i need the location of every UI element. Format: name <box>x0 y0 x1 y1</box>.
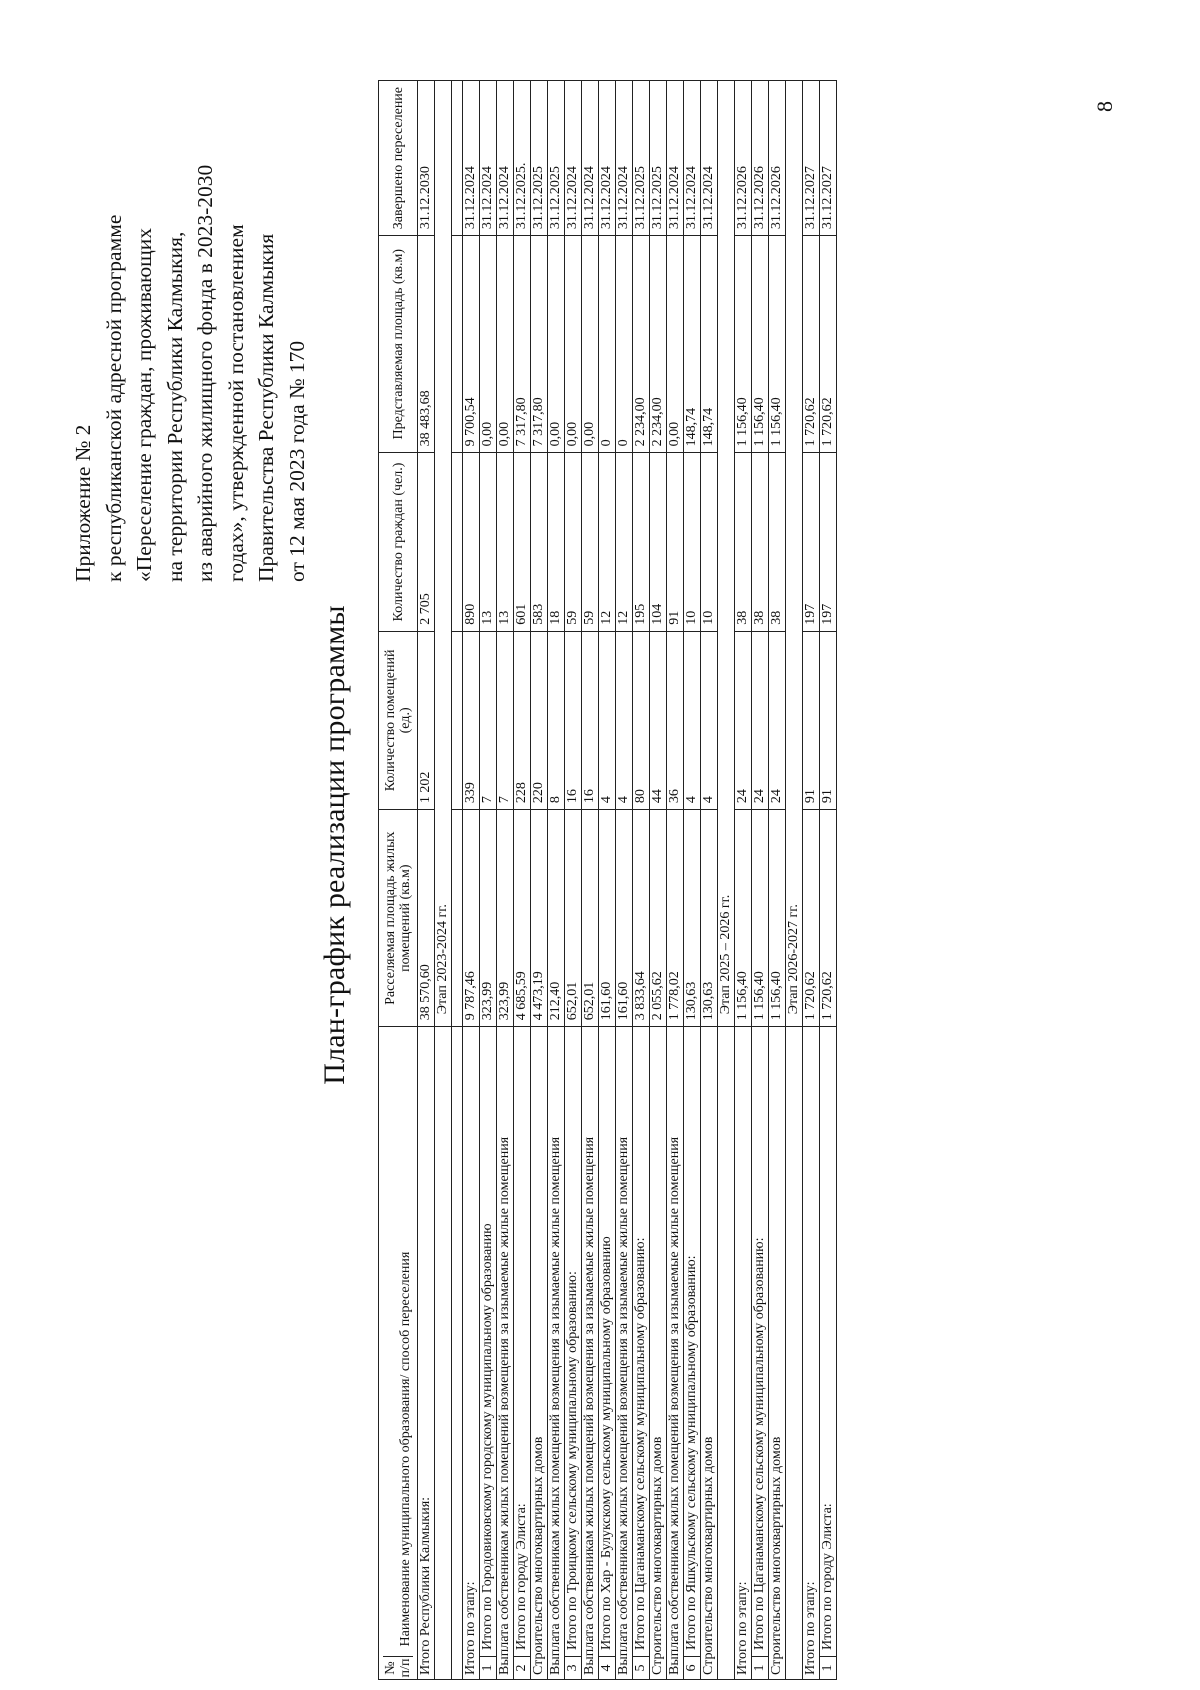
cell-people: 197 <box>820 453 837 631</box>
row-name: Итого по Городовиковскому городскому муниципальному образованию <box>480 1223 495 1650</box>
cell-done: 31.12.2024 <box>616 81 633 236</box>
row-name: Итого по этапу: <box>803 1581 818 1675</box>
row-name: Итого по Яшкульскому сельскому муниципальному образованию: <box>684 1255 699 1650</box>
cell-provided: 1 156,40 <box>752 236 769 453</box>
empty-cell <box>452 1027 463 1680</box>
cell-area: 38 570,60 <box>418 810 435 1027</box>
cell-area: 9 787,46 <box>463 810 480 1027</box>
row-name: Строительство многоквартирных домов <box>701 1436 716 1675</box>
cell-provided: 148,74 <box>701 236 718 453</box>
row-name: Выплата собственникам жилых помещений возмещения за изымаемые жилые помещения <box>548 1136 563 1675</box>
cell-units: 91 <box>803 631 820 809</box>
row-name-cell <box>769 1027 786 1680</box>
cell-provided: 7 317,80 <box>514 236 531 453</box>
cell-units: 220 <box>531 631 548 809</box>
cell-area: 323,99 <box>497 810 514 1027</box>
cell-people: 13 <box>480 453 497 631</box>
cell-done: 31.12.2024 <box>497 81 514 236</box>
cell-people: 10 <box>701 453 718 631</box>
cell-people: 18 <box>548 453 565 631</box>
cell-units: 4 <box>684 631 701 809</box>
appendix-line: из аварийного жилищного фонда в 2023-2030 <box>193 164 217 582</box>
cell-provided: 9 700,54 <box>463 236 480 453</box>
table-row <box>633 81 650 1680</box>
row-name-cell <box>803 1027 820 1680</box>
cell-area: 323,99 <box>480 810 497 1027</box>
cell-provided: 7 317,80 <box>531 236 548 453</box>
cell-done: 31.12.2024 <box>463 81 480 236</box>
row-name: Итого по городу Элиста: <box>514 1503 529 1650</box>
cell-people: 195 <box>633 453 650 631</box>
cell-units: 24 <box>752 631 769 809</box>
cell-provided: 0,00 <box>565 236 582 453</box>
cell-area: 4 685,59 <box>514 810 531 1027</box>
cell-provided: 1 720,62 <box>803 236 820 453</box>
page-number: 8 <box>1092 101 1117 112</box>
cell-people: 890 <box>463 453 480 631</box>
cell-area: 1 720,62 <box>820 810 837 1027</box>
cell-done: 31.12.2024 <box>667 81 684 236</box>
cell-done: 31.12.2027 <box>820 81 837 236</box>
table-row <box>548 81 565 1680</box>
table-row <box>463 81 480 1680</box>
row-index: 4 <box>599 1656 615 1679</box>
cell-provided: 148,74 <box>684 236 701 453</box>
table-header-row <box>379 81 418 1680</box>
cell-area: 212,40 <box>548 810 565 1027</box>
cell-done: 31.12.2026 <box>735 81 752 236</box>
cell-units: 80 <box>633 631 650 809</box>
row-name-cell <box>582 1027 599 1680</box>
cell-done: 31.12.2026 <box>769 81 786 236</box>
cell-done: 31.12.2025 <box>633 81 650 236</box>
cell-area: 2 055,62 <box>650 810 667 1027</box>
cell-done: 31.12.2024 <box>701 81 718 236</box>
stage-empty-cell <box>718 1027 735 1680</box>
cell-people: 12 <box>616 453 633 631</box>
table-row <box>667 81 684 1680</box>
stage-empty-cell <box>786 1027 803 1680</box>
table-row <box>820 81 837 1680</box>
header-people: Количество граждан (чел.) <box>379 453 418 631</box>
row-name: Итого по Хар - Булукскому сельскому муниципальному образованию <box>599 1236 614 1650</box>
cell-units: 16 <box>565 631 582 809</box>
row-name-cell <box>735 1027 752 1680</box>
row-name-cell <box>548 1027 565 1680</box>
row-index: 3 <box>565 1656 581 1679</box>
stage-row <box>786 81 803 1680</box>
table-row <box>803 81 820 1680</box>
cell-area: 1 778,02 <box>667 810 684 1027</box>
cell-done: 31.12.2030 <box>418 81 435 236</box>
row-name: Итого по этапу: <box>735 1581 750 1675</box>
cell-people: 197 <box>803 453 820 631</box>
cell-area: 4 473,19 <box>531 810 548 1027</box>
cell-units: 24 <box>769 631 786 809</box>
cell-provided: 0,00 <box>582 236 599 453</box>
empty-cell <box>452 236 463 453</box>
row-name-cell <box>531 1027 548 1680</box>
cell-provided: 2 234,00 <box>650 236 667 453</box>
stage-empty-cell <box>435 1027 452 1680</box>
cell-provided: 1 156,40 <box>769 236 786 453</box>
row-index: 1 <box>752 1656 768 1679</box>
row-name: Выплата собственникам жилых помещений возмещения за изымаемые жилые помещения <box>667 1136 682 1675</box>
row-name-cell <box>667 1027 684 1680</box>
cell-provided: 0,00 <box>667 236 684 453</box>
cell-units: 228 <box>514 631 531 809</box>
row-name-cell <box>684 1027 701 1680</box>
header-units: Количество помещений (ед.) <box>379 631 418 809</box>
row-index: 1 <box>480 1656 496 1679</box>
cell-units: 7 <box>480 631 497 809</box>
cell-area: 3 833,64 <box>633 810 650 1027</box>
cell-provided: 1 156,40 <box>735 236 752 453</box>
empty-cell <box>452 810 463 1027</box>
row-index: 2 <box>514 1656 530 1679</box>
table-row <box>480 81 497 1680</box>
row-name: Итого по Троицкому сельскому муниципальному образованию: <box>565 1271 580 1650</box>
row-name-cell <box>418 1027 435 1680</box>
cell-done: 31.12.2024 <box>599 81 616 236</box>
cell-area: 1 156,40 <box>769 810 786 1027</box>
cell-units: 24 <box>735 631 752 809</box>
table-row <box>565 81 582 1680</box>
row-name-cell <box>599 1027 616 1680</box>
cell-people: 104 <box>650 453 667 631</box>
cell-done: 31.12.2025. <box>514 81 531 236</box>
row-name-cell <box>820 1027 837 1680</box>
table-row <box>684 81 701 1680</box>
stage-row <box>718 81 735 1680</box>
row-name: Выплата собственникам жилых помещений возмещения за изымаемые жилые помещения <box>616 1136 631 1675</box>
plan-table <box>378 80 837 1680</box>
cell-done: 31.12.2026 <box>752 81 769 236</box>
cell-people: 38 <box>769 453 786 631</box>
table-row <box>650 81 667 1680</box>
cell-people: 91 <box>667 453 684 631</box>
row-name: Строительство многоквартирных домов <box>531 1436 546 1675</box>
stage-row <box>435 81 452 1680</box>
stage-label: Этап 2025 – 2026 гг. <box>718 81 735 1027</box>
row-name: Итого Республики Калмыкия: <box>418 1496 433 1675</box>
table-row <box>735 81 752 1680</box>
spacer-row <box>452 81 463 1680</box>
table-row <box>769 81 786 1680</box>
header-area: Расселяемая площадь жилых помещений (кв.м) <box>379 810 418 1027</box>
cell-people: 38 <box>752 453 769 631</box>
appendix-block <box>68 102 312 582</box>
row-index: 6 <box>684 1656 700 1679</box>
empty-cell <box>452 453 463 631</box>
cell-units: 1 202 <box>418 631 435 809</box>
header-provided: Представляемая площадь (кв.м) <box>379 236 418 453</box>
table-row <box>531 81 548 1680</box>
table-row <box>497 81 514 1680</box>
cell-done: 31.12.2025 <box>531 81 548 236</box>
row-name-cell <box>514 1027 531 1680</box>
row-name: Итого по Цаганаманскому сельскому муниципальному образованию: <box>752 1237 767 1650</box>
header-name <box>379 1027 418 1680</box>
cell-people: 38 <box>735 453 752 631</box>
appendix-line: Приложение № 2 <box>71 424 95 582</box>
cell-done: 31.12.2025 <box>548 81 565 236</box>
row-name: Итого по этапу: <box>463 1581 478 1675</box>
cell-units: 16 <box>582 631 599 809</box>
cell-provided: 0,00 <box>497 236 514 453</box>
cell-done: 31.12.2024 <box>480 81 497 236</box>
cell-area: 161,60 <box>599 810 616 1027</box>
cell-area: 130,63 <box>701 810 718 1027</box>
row-name: Выплата собственникам жилых помещений возмещения за изымаемые жилые помещения <box>582 1136 597 1675</box>
cell-units: 8 <box>548 631 565 809</box>
row-name-cell <box>480 1027 497 1680</box>
row-name-cell <box>565 1027 582 1680</box>
stage-label: Этап 2023-2024 гг. <box>435 81 452 1027</box>
row-name: Строительство многоквартирных домов <box>650 1436 665 1675</box>
header-name-label: Наименование муниципального образования/ способ переселения <box>398 1251 413 1647</box>
cell-done: 31.12.2024 <box>565 81 582 236</box>
appendix-line: Правительства Республики Калмыкия <box>254 233 278 582</box>
table-row <box>418 81 435 1680</box>
table-row <box>514 81 531 1680</box>
cell-units: 44 <box>650 631 667 809</box>
row-name: Итого по городу Элиста: <box>820 1503 835 1650</box>
table-row <box>582 81 599 1680</box>
table-row <box>752 81 769 1680</box>
row-name-cell <box>633 1027 650 1680</box>
cell-units: 339 <box>463 631 480 809</box>
cell-done: 31.12.2027 <box>803 81 820 236</box>
row-name-cell <box>497 1027 514 1680</box>
cell-people: 601 <box>514 453 531 631</box>
cell-units: 91 <box>820 631 837 809</box>
row-name-cell <box>616 1027 633 1680</box>
cell-done: 31.12.2024 <box>684 81 701 236</box>
cell-people: 59 <box>582 453 599 631</box>
table-row <box>616 81 633 1680</box>
cell-people: 2 705 <box>418 453 435 631</box>
cell-people: 583 <box>531 453 548 631</box>
cell-people: 13 <box>497 453 514 631</box>
cell-units: 7 <box>497 631 514 809</box>
cell-area: 130,63 <box>684 810 701 1027</box>
stage-label: Этап 2026-2027 гг. <box>786 81 803 1027</box>
cell-people: 59 <box>565 453 582 631</box>
row-name: Строительство многоквартирных домов <box>769 1436 784 1675</box>
appendix-line: на территории Республики Калмыкия, <box>162 231 187 582</box>
cell-units: 4 <box>599 631 616 809</box>
cell-area: 1 720,62 <box>803 810 820 1027</box>
cell-people: 12 <box>599 453 616 631</box>
row-index: 1 <box>820 1656 836 1679</box>
cell-people: 10 <box>684 453 701 631</box>
header-index: № п/п <box>383 1656 413 1679</box>
table-body <box>418 81 837 1680</box>
row-name: Итого по Цаганаманскому сельскому муниципальному образованию: <box>633 1237 648 1650</box>
cell-area: 1 156,40 <box>752 810 769 1027</box>
row-name-cell <box>701 1027 718 1680</box>
appendix-line: к республиканской адресной программе <box>101 214 126 582</box>
appendix-line: годах», утвержденной постановлением <box>223 224 248 582</box>
appendix-line: «Переселение граждан, проживающих <box>132 227 156 582</box>
cell-provided: 0,00 <box>480 236 497 453</box>
empty-cell <box>452 631 463 809</box>
row-name-cell <box>650 1027 667 1680</box>
empty-cell <box>452 81 463 236</box>
cell-provided: 2 234,00 <box>633 236 650 453</box>
cell-area: 161,60 <box>616 810 633 1027</box>
cell-area: 652,01 <box>582 810 599 1027</box>
row-name-cell <box>463 1027 480 1680</box>
cell-units: 36 <box>667 631 684 809</box>
cell-done: 31.12.2025 <box>650 81 667 236</box>
row-index: 5 <box>633 1656 649 1679</box>
document-title: План-график реализации программы <box>318 605 351 1085</box>
table-row <box>701 81 718 1680</box>
cell-units: 4 <box>701 631 718 809</box>
cell-provided: 38 483,68 <box>418 236 435 453</box>
cell-units: 4 <box>616 631 633 809</box>
cell-provided: 1 720,62 <box>820 236 837 453</box>
row-name-cell <box>752 1027 769 1680</box>
cell-done: 31.12.2024 <box>582 81 599 236</box>
header-done: Завершено переселение <box>379 81 418 236</box>
appendix-line: от 12 мая 2023 года № 170 <box>284 340 309 582</box>
row-name: Выплата собственникам жилых помещений возмещения за изымаемые жилые помещения <box>497 1136 512 1675</box>
cell-area: 1 156,40 <box>735 810 752 1027</box>
cell-area: 652,01 <box>565 810 582 1027</box>
table-row <box>599 81 616 1680</box>
cell-provided: 0,00 <box>548 236 565 453</box>
cell-provided: 0 <box>599 236 616 453</box>
cell-provided: 0 <box>616 236 633 453</box>
